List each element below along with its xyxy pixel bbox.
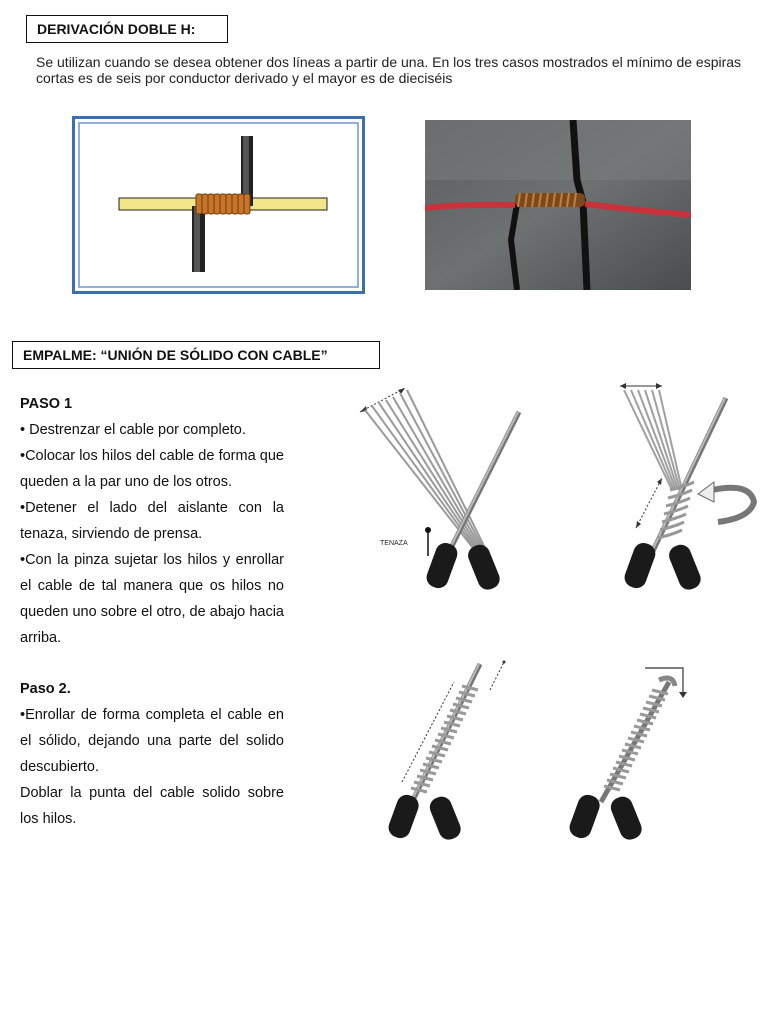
step2-heading: Paso 2. — [20, 681, 71, 697]
step2-instructions — [20, 676, 284, 832]
step2-line: Doblar la punta del cable solido sobre los hilos. — [20, 785, 284, 827]
step2-full-wrap-illustration — [372, 652, 532, 847]
tenaza-label: TENAZA — [380, 540, 408, 547]
step1-wrapping-illustration — [590, 378, 760, 600]
intro-paragraph: Se utilizan cuando se desea obtener dos líneas a partir de una. En los tres casos mostrados el mínimo de espiras cortas es de seis por conductor derivado y el mayor es de dieciséis — [36, 54, 742, 86]
step1-heading: PASO 1 — [20, 396, 73, 412]
step2-line: •Enrollar de forma completa el cable en el sólido, dejando una parte del solido descubierto. — [20, 707, 284, 775]
step1-untwisted-strands-illustration — [355, 378, 535, 600]
section-title-derivacion: DERIVACIÓN DOBLE H: — [26, 15, 228, 43]
step2-fold-tip-illustration — [555, 652, 705, 847]
step1-line: • Destrenzar el cable por completo. — [20, 422, 246, 438]
step1-line: •Con la pinza sujetar los hilos y enrollar el cable de tal manera que os hilos no queden uno sobre el otro, de abajo hacia arriba. — [20, 552, 284, 646]
splice-photo — [425, 120, 691, 290]
section-title-empalme: EMPALME: “UNIÓN DE SÓLIDO CON CABLE” — [12, 341, 380, 369]
step1-instructions — [20, 391, 284, 651]
step1-line: •Detener el lado del aislante con la tenaza, sirviendo de prensa. — [20, 500, 284, 542]
step1-line: •Colocar los hilos del cable de forma que queden a la par uno de los otros. — [20, 448, 284, 490]
double-h-derivation-diagram — [72, 116, 365, 294]
